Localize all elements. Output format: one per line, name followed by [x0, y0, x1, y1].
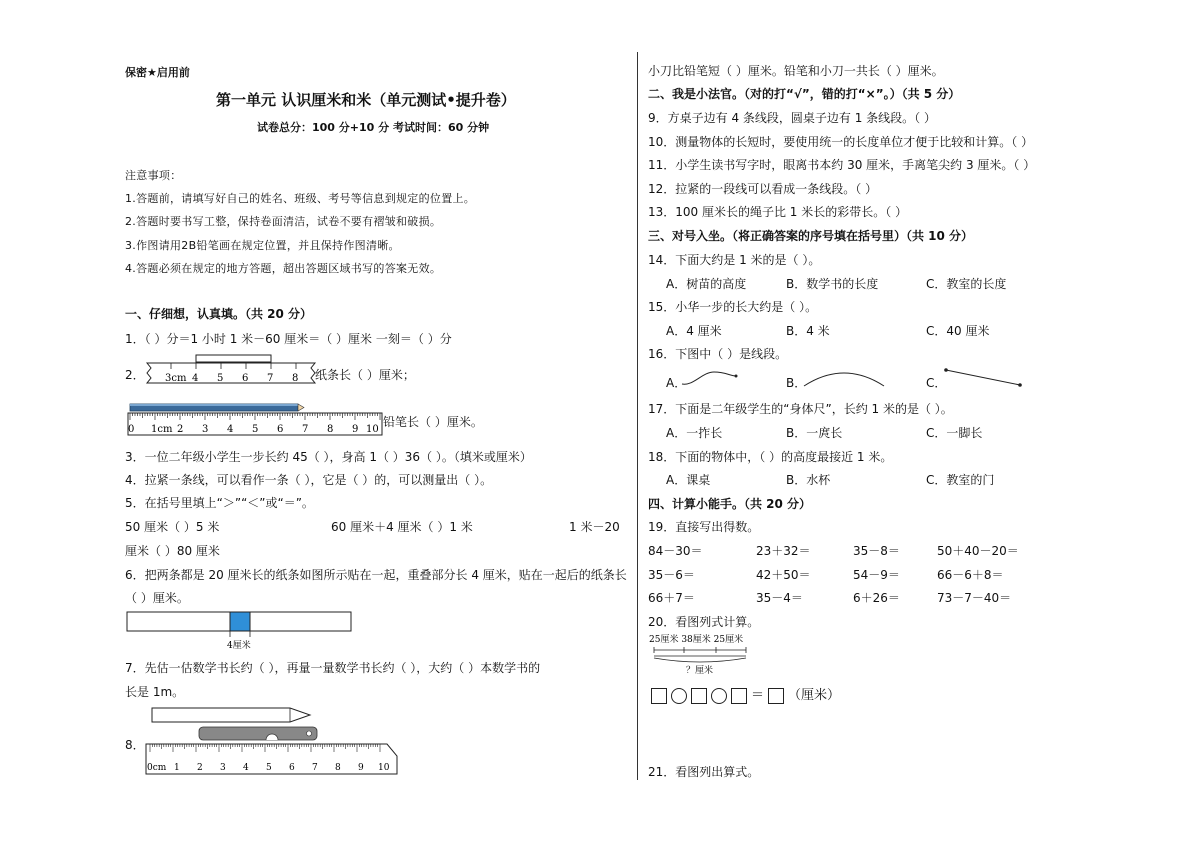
calc-item: 50＋40－20＝ — [937, 544, 1019, 558]
svg-text:4: 4 — [227, 424, 234, 435]
notice-item: 4.答题必须在规定的地方答题，超出答题区域书写的答案无效。 — [125, 262, 442, 275]
option-a: A．课桌 — [666, 473, 711, 487]
strip-ruler-figure — [143, 354, 318, 388]
question-19: 19．直接写出得数。 — [648, 520, 760, 534]
question-1: 1．（ ）分＝1 小时 1 米－60 厘米＝（ ）厘米 一刻＝（ ）分 — [125, 332, 452, 346]
option-b: B．4 米 — [786, 324, 830, 338]
operator-circle[interactable] — [671, 688, 687, 704]
segment-diagram-figure — [646, 630, 766, 676]
calc-item: 42＋50＝ — [756, 568, 811, 582]
section4-heading: 四、计算小能手。（共 20 分） — [648, 497, 812, 511]
question-2-number: 2． — [125, 368, 145, 382]
question-2b-text: 铅笔长（ ）厘米。 — [383, 415, 483, 429]
option-a: A．4 厘米 — [666, 324, 722, 338]
svg-text:9: 9 — [352, 424, 359, 435]
svg-text:4: 4 — [243, 763, 249, 773]
question-4: 4．拉紧一条线，可以看作一条（ ），它是（ ）的，可以测量出（ ）。 — [125, 473, 493, 487]
question-18: 18．下面的物体中，（ ）的高度最接近 1 米。 — [648, 450, 893, 464]
notice-item: 3.作图请用2B铅笔画在规定位置，并且保持作图清晰。 — [125, 239, 400, 252]
option-c: C．教室的长度 — [926, 277, 1007, 291]
ruler-tick-label: 6 — [242, 373, 249, 384]
calc-item: 35－6＝ — [648, 568, 695, 582]
answer-box[interactable] — [691, 688, 707, 704]
svg-text:3: 3 — [220, 763, 226, 773]
option-c: C． — [926, 376, 947, 390]
question-5-d: 厘米（ ）80 厘米 — [125, 544, 220, 558]
segment-c-figure — [940, 366, 1025, 390]
question-8-text: 小刀比铅笔短（ ）厘米。铅笔和小刀一共长（ ）厘米。 — [648, 64, 944, 78]
notice-item: 2.答题时要书写工整，保持卷面清洁，试卷不要有褶皱和破损。 — [125, 215, 442, 228]
question-7-line1: 7．先估一估数学书长约（ ），再量一量数学书长约（ ），大约（ ）本数学书的 — [125, 661, 541, 675]
section2-heading: 二、我是小法官。（对的打“√”，错的打“×”。）（共 5 分） — [648, 87, 961, 101]
exam-info: 试卷总分：100 分+10 分 考试时间：60 分钟 — [257, 121, 490, 134]
segment-bottom-label: ？厘米 — [686, 666, 714, 676]
ruler-tick-label: 4 — [192, 373, 199, 384]
unit-label: （厘米） — [788, 688, 841, 703]
ruler-tick-label: 8 — [292, 373, 299, 384]
option-b: B．数学书的长度 — [786, 277, 879, 291]
question-11: 11．小学生读书写字时，眼离书本约 30 厘米，手离笔尖约 3 厘米。（ ） — [648, 158, 1036, 172]
notice-heading: 注意事项： — [125, 169, 182, 182]
curve-a-figure — [680, 366, 740, 388]
question-5-b: 60 厘米＋4 厘米（ ）1 米 — [331, 520, 473, 534]
svg-text:0cm: 0cm — [147, 763, 167, 773]
calc-item: 73－7－40＝ — [937, 591, 1012, 605]
svg-text:6: 6 — [289, 763, 295, 773]
question-8-number: 8． — [125, 738, 145, 752]
option-c: C．40 厘米 — [926, 324, 990, 338]
svg-text:8: 8 — [335, 763, 341, 773]
ruler-tick-label: 5 — [217, 373, 224, 384]
option-a: A． — [666, 376, 687, 390]
question-10: 10．测量物体的长短时，要使用统一的长度单位才便于比较和计算。（ ） — [648, 135, 1034, 149]
section1-heading: 一、仔细想，认真填。（共 20 分） — [125, 307, 313, 321]
equation-template — [651, 684, 840, 704]
question-15: 15．小华一步的长大约是（ ）。 — [648, 300, 818, 314]
question-3: 3．一位二年级小学生一步长约 45（ ），身高 1（ ）36（ ）。（填米或厘米） — [125, 450, 532, 464]
svg-text:10: 10 — [378, 763, 390, 773]
page-title: 第一单元 认识厘米和米（单元测试•提升卷） — [216, 91, 516, 109]
question-7-line2: 长是 1m。 — [125, 685, 185, 699]
pencil-ruler-figure — [126, 400, 386, 438]
svg-text:3: 3 — [202, 424, 209, 435]
svg-text:9: 9 — [358, 763, 364, 773]
question-16: 16．下图中（ ）是线段。 — [648, 347, 788, 361]
overlap-label: 4厘米 — [227, 641, 251, 651]
option-c: C．一脚长 — [926, 426, 983, 440]
option-b: B．一庹长 — [786, 426, 843, 440]
svg-text:1cm: 1cm — [151, 424, 173, 435]
svg-text:10: 10 — [366, 424, 379, 435]
calc-item: 84－30＝ — [648, 544, 703, 558]
svg-text:5: 5 — [266, 763, 272, 773]
question-5-c: 1 米－20 — [569, 520, 620, 534]
calc-item: 66＋7＝ — [648, 591, 695, 605]
question-5: 5．在括号里填上“＞”“＜”或“＝”。 — [125, 496, 314, 510]
question-5-a: 50 厘米（ ）5 米 — [125, 520, 220, 534]
svg-text:7: 7 — [312, 763, 318, 773]
answer-box[interactable] — [731, 688, 747, 704]
calc-item: 6＋26＝ — [853, 591, 900, 605]
svg-text:6: 6 — [277, 424, 284, 435]
operator-circle[interactable] — [711, 688, 727, 704]
question-20: 20．看图列式计算。 — [648, 615, 760, 629]
svg-text:2: 2 — [197, 763, 203, 773]
question-21: 21．看图列出算式。 — [648, 765, 760, 779]
svg-text:2: 2 — [177, 424, 184, 435]
arc-b-figure — [800, 366, 890, 388]
question-14: 14．下面大约是 1 米的是（ ）。 — [648, 253, 821, 267]
segment-top-labels: 25厘米 38厘米 25厘米 — [649, 635, 744, 645]
calc-item: 66－6＋8＝ — [937, 568, 1004, 582]
question-2-text: 纸条长（ ）厘米； — [315, 368, 415, 382]
ruler-tick-label: 3cm — [165, 373, 187, 384]
option-c: C．教室的门 — [926, 473, 995, 487]
secret-label: 保密★启用前 — [125, 66, 190, 79]
question-6-line2: （ ）厘米。 — [125, 591, 189, 605]
paper-strips-figure — [126, 610, 354, 654]
option-a: A．树苗的高度 — [666, 277, 747, 291]
svg-text:0: 0 — [128, 424, 135, 435]
question-17: 17．下面是二年级学生的“身体尺”，长约 1 米的是（ ）。 — [648, 402, 953, 416]
option-a: A．一拃长 — [666, 426, 723, 440]
question-13: 13．100 厘米长的绳子比 1 米长的彩带长。（ ） — [648, 205, 908, 219]
pencil-knife-ruler-figure — [142, 704, 400, 776]
question-6-line1: 6．把两条都是 20 厘米长的纸条如图所示贴在一起，重叠部分长 4 厘米，贴在一起后的纸条长 — [125, 568, 627, 582]
question-9: 9．方桌子边有 4 条线段，圆桌子边有 1 条线段。（ ） — [648, 111, 936, 125]
column-divider — [637, 52, 638, 780]
option-b: B． — [786, 376, 807, 390]
option-b: B．水杯 — [786, 473, 831, 487]
answer-box[interactable] — [768, 688, 784, 704]
section3-heading: 三、对号入坐。（将正确答案的序号填在括号里）（共 10 分） — [648, 229, 974, 243]
calc-item: 23＋32＝ — [756, 544, 811, 558]
svg-text:1: 1 — [174, 763, 180, 773]
ruler-tick-label: 7 — [267, 373, 274, 384]
svg-text:5: 5 — [252, 424, 259, 435]
question-12: 12．拉紧的一段线可以看成一条线段。（ ） — [648, 182, 878, 196]
svg-text:7: 7 — [302, 424, 309, 435]
svg-text:8: 8 — [327, 424, 334, 435]
calc-item: 35－4＝ — [756, 591, 803, 605]
calc-item: 35－8＝ — [853, 544, 900, 558]
equals-sign: ＝ — [751, 688, 765, 703]
calc-item: 54－9＝ — [853, 568, 900, 582]
answer-box[interactable] — [651, 688, 667, 704]
notice-item: 1.答题前，请填写好自己的姓名、班级、考号等信息到规定的位置上。 — [125, 192, 476, 205]
